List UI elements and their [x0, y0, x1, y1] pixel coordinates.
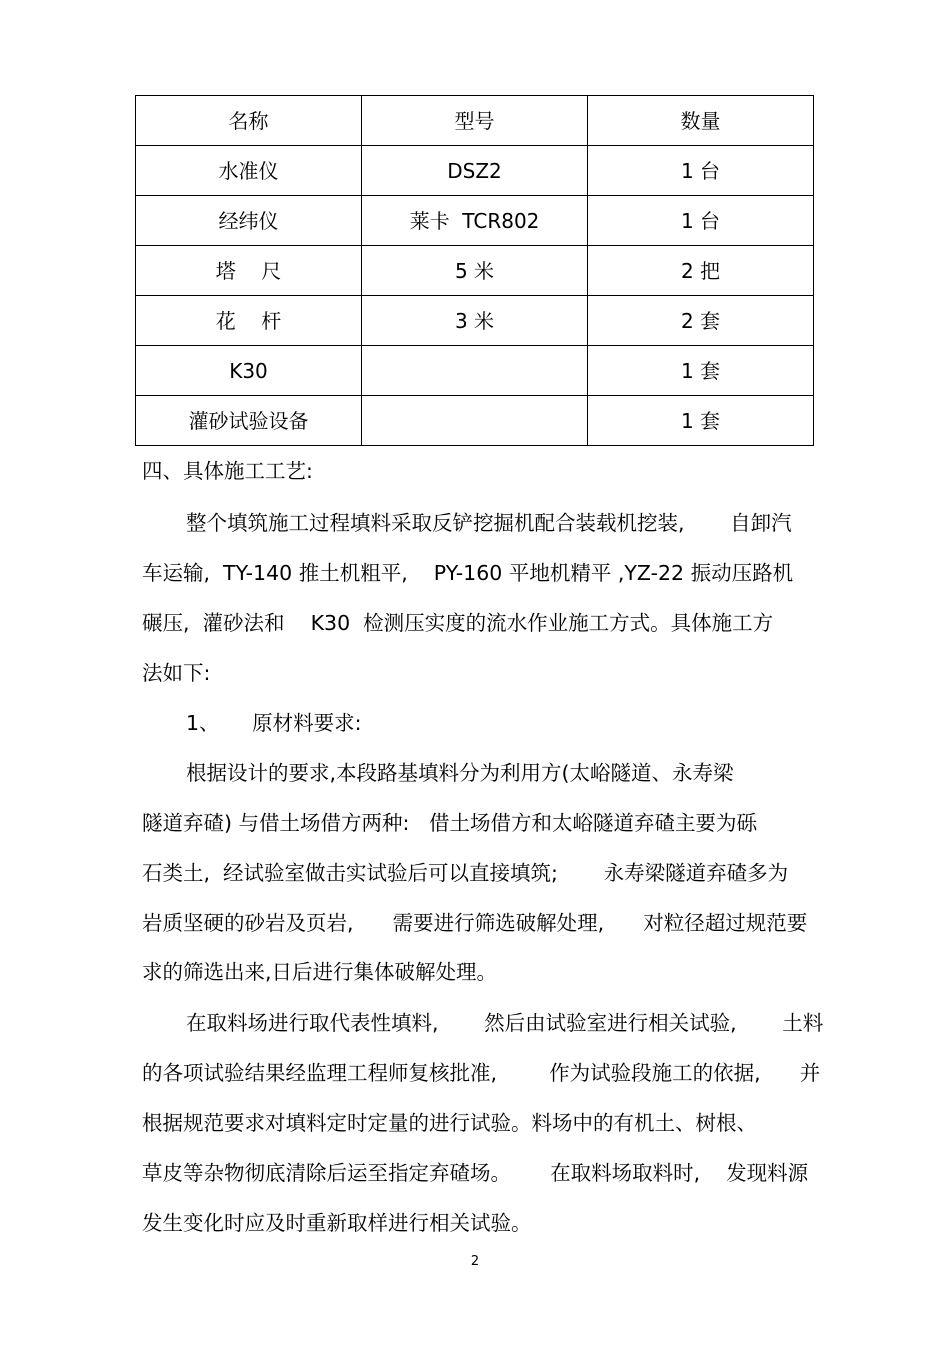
cell-name: 花 杆 [136, 296, 362, 346]
table-row [136, 346, 814, 396]
paragraph-line: 在取料场进行取代表性填料, 然后由试验室进行相关试验, 土料 [186, 1011, 824, 1035]
cell-model: 5 米 [362, 246, 588, 296]
cell-name: 经纬仪 [136, 196, 362, 246]
table-row [136, 246, 814, 296]
paragraph-line: 隧道弃碴) 与借土场借方两种: 借土场借方和太峪隧道弃碴主要为砾 [142, 811, 757, 835]
paragraph-line: 整个填筑施工过程填料采取反铲挖掘机配合装载机挖装, 自卸汽 [186, 511, 792, 535]
cell-name: 水准仪 [136, 146, 362, 196]
cell-name: K30 [136, 346, 362, 396]
section-heading: 四、具体施工工艺: [142, 459, 313, 483]
cell-name: 塔 尺 [136, 246, 362, 296]
paragraph-line: 求的筛选出来,日后进行集体破解处理。 [142, 960, 498, 984]
paragraph-line: 的各项试验结果经监理工程师复核批准, 作为试验段施工的依据, 并 [142, 1061, 821, 1085]
paragraph-line: 碾压, 灌砂法和 K30 检测压实度的流水作业施工方式。具体施工方 [142, 611, 774, 635]
paragraph-line: 岩质坚硬的砂岩及页岩, 需要进行筛选破解处理, 对粒径超过规范要 [142, 911, 808, 935]
paragraph-line: 石类土, 经试验室做击实试验后可以直接填筑; 永寿梁隧道弃碴多为 [142, 861, 789, 885]
paragraph-line: 法如下: [142, 661, 211, 685]
paragraph-line: 根据设计的要求,本段路基填料分为利用方(太峪隧道、永寿梁 [186, 761, 734, 785]
subheading: 1、 原材料要求: [186, 711, 362, 735]
equipment-table [135, 95, 814, 446]
table-row [136, 396, 814, 446]
cell-quantity: 1 台 [588, 146, 814, 196]
header-name: 名称 [136, 96, 362, 146]
cell-model [362, 346, 588, 396]
cell-quantity: 1 台 [588, 196, 814, 246]
cell-quantity: 2 把 [588, 246, 814, 296]
paragraph-line: 发生变化时应及时重新取样进行相关试验。 [142, 1211, 532, 1235]
header-quantity: 数量 [588, 96, 814, 146]
cell-quantity: 1 套 [588, 396, 814, 446]
table-row [136, 146, 814, 196]
cell-quantity: 1 套 [588, 346, 814, 396]
cell-model: DSZ2 [362, 146, 588, 196]
cell-quantity: 2 套 [588, 296, 814, 346]
paragraph-line: 草皮等杂物彻底清除后运至指定弃碴场。 在取料场取料时, 发现料源 [142, 1161, 809, 1185]
table-row [136, 296, 814, 346]
cell-model: 莱卡 TCR802 [362, 196, 588, 246]
paragraph-line: 车运输, TY-140 推土机粗平, PY-160 平地机精平 ,YZ-22 振动压路机 [142, 561, 794, 585]
table-row [136, 196, 814, 246]
cell-model [362, 396, 588, 446]
paragraph-line: 根据规范要求对填料定时定量的进行试验。料场中的有机土、树根、 [142, 1111, 757, 1135]
cell-model: 3 米 [362, 296, 588, 346]
page-number: 2 [470, 1254, 480, 1269]
cell-name: 灌砂试验设备 [136, 396, 362, 446]
header-model: 型号 [362, 96, 588, 146]
table-header-row [136, 96, 814, 146]
